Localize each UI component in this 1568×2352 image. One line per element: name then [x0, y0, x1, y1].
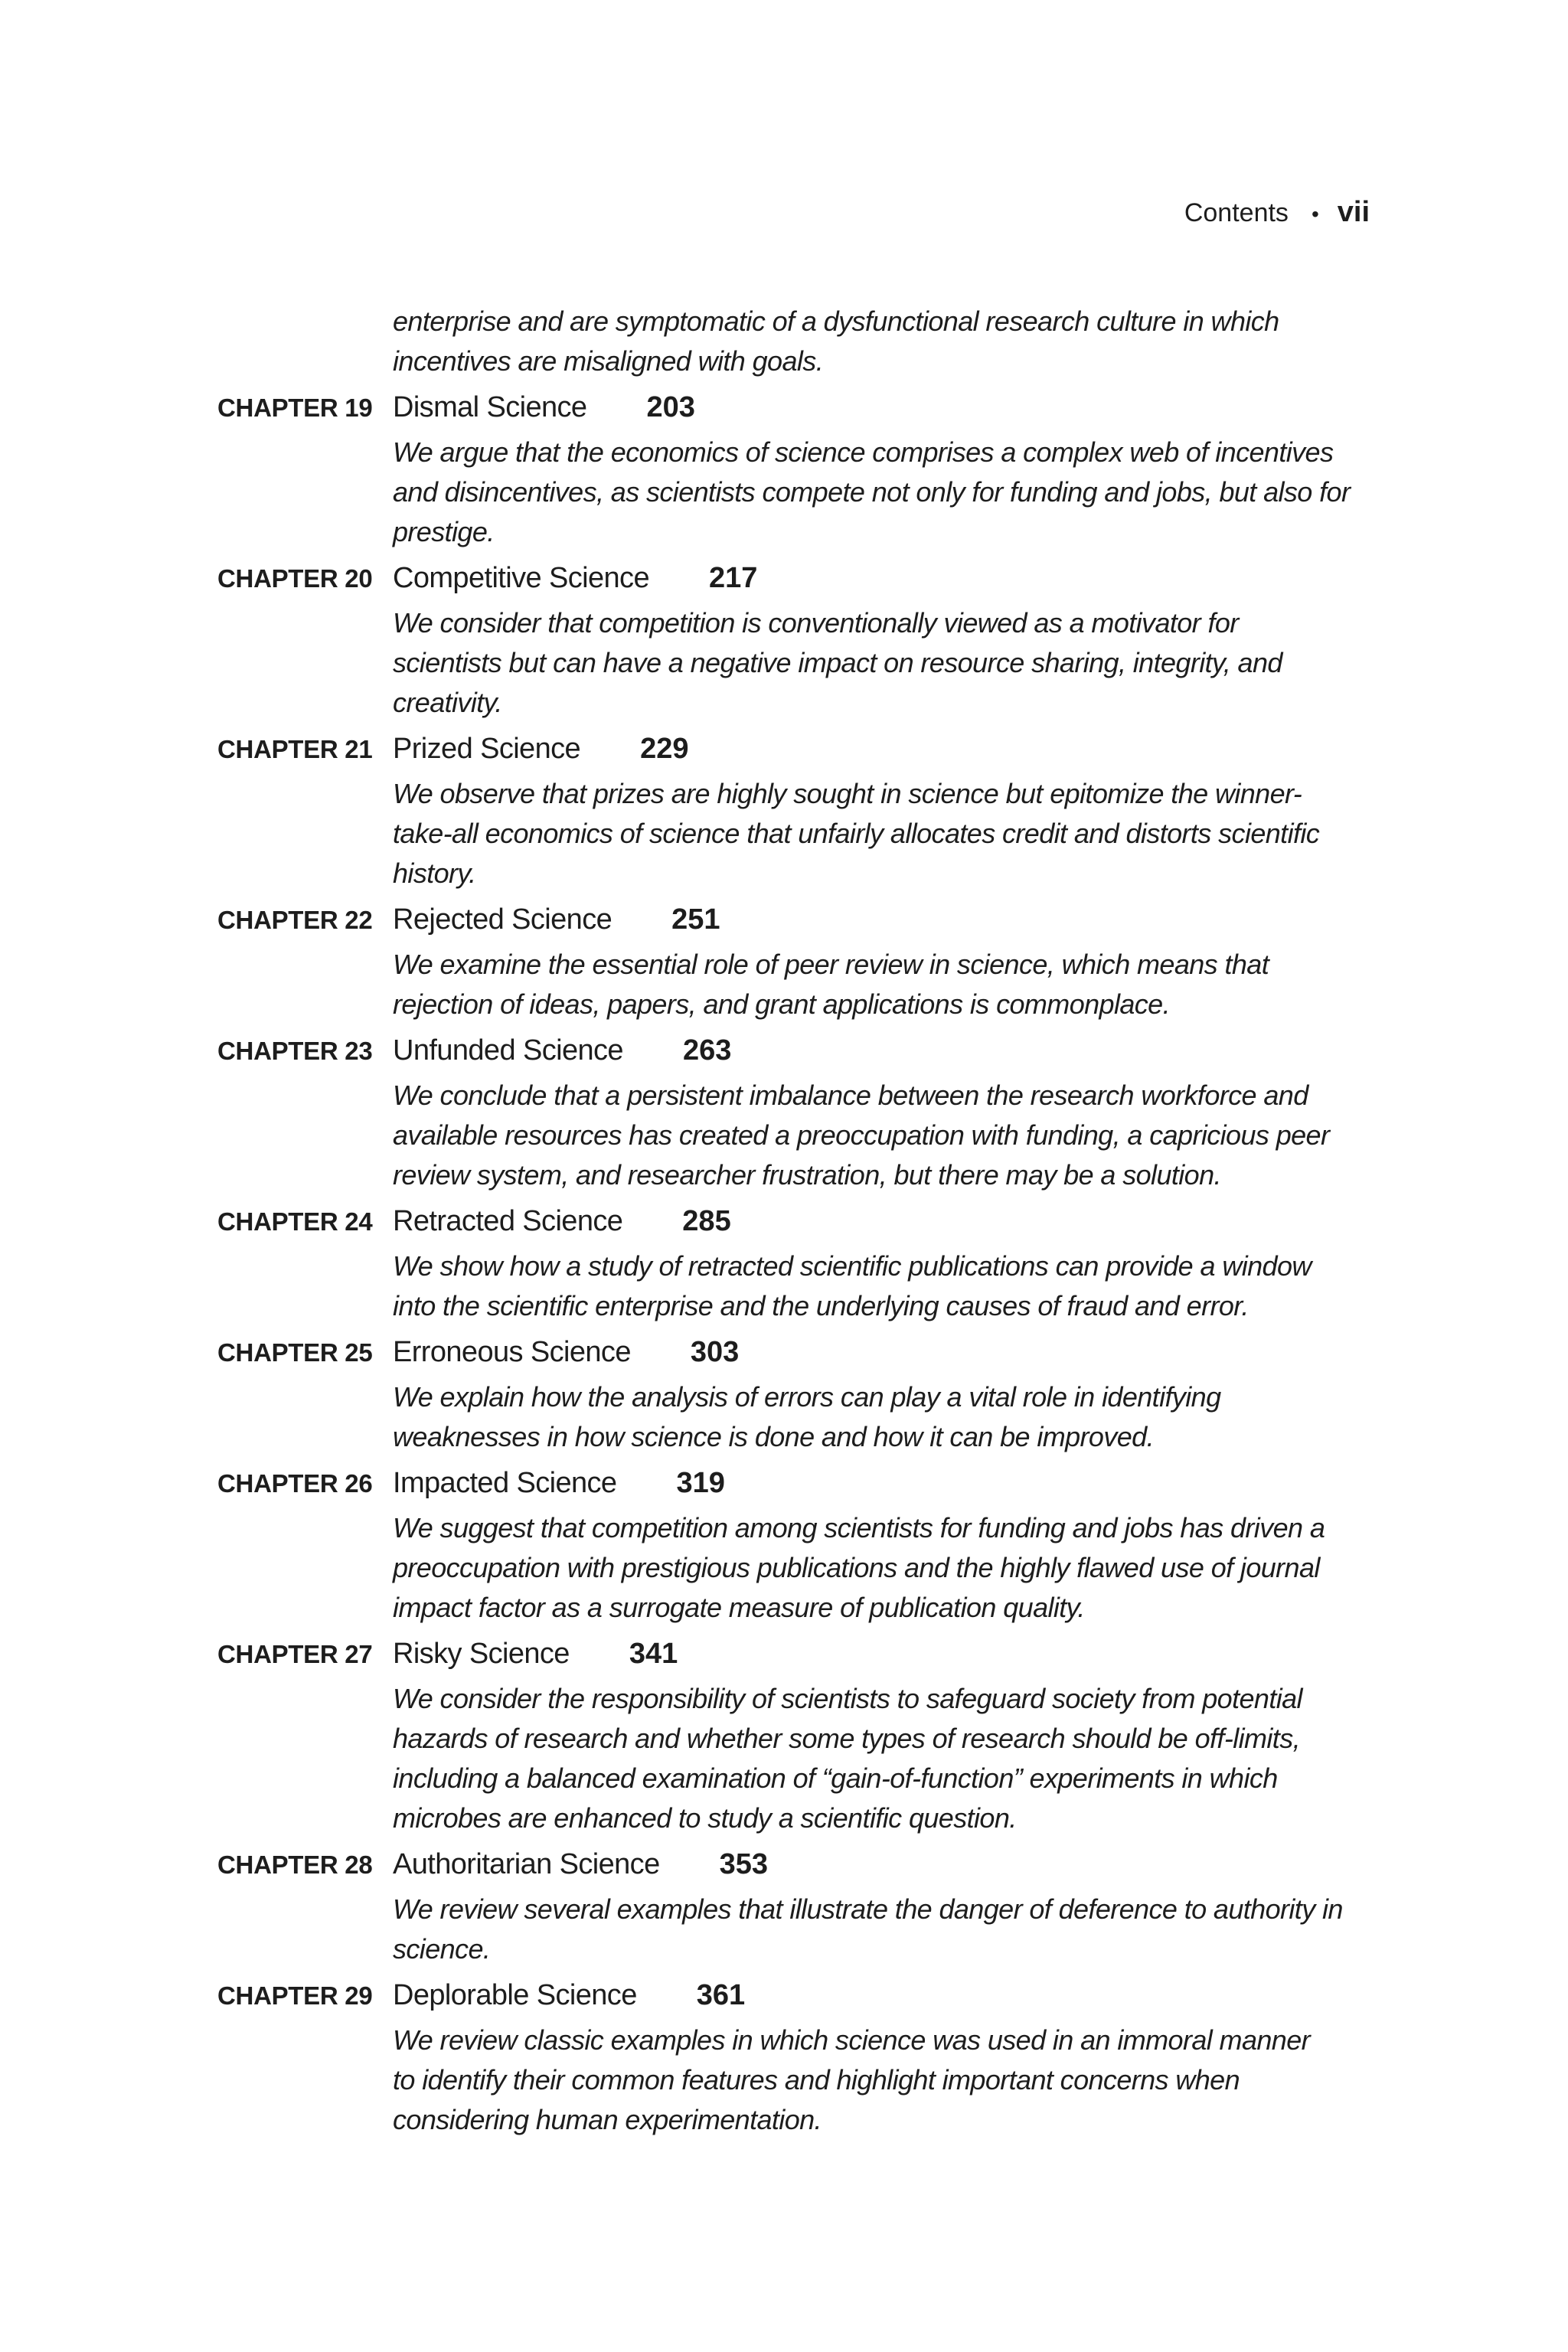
chapter-page-number[interactable]: 341 [629, 1638, 678, 1670]
chapter-description [393, 945, 1381, 1024]
description-line: We examine the essential role of peer review in science, which means that [393, 949, 1269, 980]
chapter-description [393, 2020, 1381, 2140]
chapter-heading [217, 1031, 1381, 1070]
chapter-title[interactable]: Impacted Science [393, 1467, 617, 1499]
description-line: impact factor as a surrogate measure of publication quality. [393, 1592, 1085, 1623]
description-line: We show how a study of retracted scientific publications can provide a window [393, 1250, 1312, 1282]
chapter-entry [217, 387, 1381, 552]
description-line: incentives are misaligned with goals. [393, 345, 824, 377]
chapter-title[interactable]: Dismal Science [393, 391, 587, 423]
description-line: take-all economics of science that unfairly allocates credit and distorts scientific [393, 818, 1320, 849]
chapter-heading [217, 1201, 1381, 1241]
description-line: We consider that competition is conventionally viewed as a motivator for [393, 607, 1239, 639]
chapter-label: CHAPTER 26 [217, 1469, 373, 1498]
chapter-heading [217, 1634, 1381, 1674]
description-line: into the scientific enterprise and the underlying causes of fraud and error. [393, 1290, 1249, 1321]
chapter-page-number[interactable]: 217 [708, 562, 758, 594]
running-head-bullet: • [1311, 202, 1319, 226]
description-line: creativity. [393, 687, 502, 718]
chapter-title[interactable]: Unfunded Science [393, 1034, 623, 1067]
chapter-description [393, 1890, 1381, 1969]
chapter-entry [217, 729, 1381, 893]
chapter-page-number[interactable]: 203 [646, 391, 695, 423]
chapter-label: CHAPTER 27 [217, 1640, 373, 1668]
description-line: including a balanced examination of “gain-of-function” experiments in which [393, 1762, 1278, 1794]
chapter-entry [217, 1975, 1381, 2140]
description-line: considering human experimentation. [393, 2104, 822, 2135]
chapter-title[interactable]: Authoritarian Science [393, 1848, 660, 1880]
chapter-entry [217, 900, 1381, 1024]
chapter-description [393, 1246, 1381, 1326]
chapter-description [393, 1679, 1381, 1838]
chapter-heading [217, 1463, 1381, 1503]
chapter-page-number[interactable]: 303 [690, 1336, 740, 1368]
description-line: science. [393, 1933, 491, 1965]
chapter-page-number[interactable]: 353 [719, 1848, 769, 1880]
chapter-entry [217, 1634, 1381, 1838]
description-line: We suggest that competition among scientists for funding and jobs has driven a [393, 1512, 1325, 1544]
chapter-heading [217, 1975, 1381, 2015]
page-number: vii [1337, 196, 1370, 228]
chapter-description [393, 1508, 1381, 1628]
chapter-title[interactable]: Competitive Science [393, 562, 649, 594]
description-line: We review classic examples in which science was used in an immoral manner [393, 2024, 1311, 2056]
chapter-page-number[interactable]: 285 [682, 1205, 731, 1237]
chapter-title[interactable]: Rejected Science [393, 903, 612, 936]
chapter-label: CHAPTER 23 [217, 1037, 373, 1065]
chapter-description [393, 1377, 1381, 1457]
chapter-page-number[interactable]: 361 [696, 1979, 746, 2011]
chapter-entry [217, 1332, 1381, 1457]
chapter-entry [217, 1463, 1381, 1628]
description-line: We argue that the economics of science comprises a complex web of incentives [393, 436, 1334, 468]
chapter-heading [217, 1844, 1381, 1884]
description-line: history. [393, 858, 476, 889]
chapter-entry [217, 558, 1381, 723]
chapter-heading [217, 900, 1381, 939]
chapter-title[interactable]: Retracted Science [393, 1205, 623, 1237]
description-line: available resources has created a preoccupation with funding, a capricious peer [393, 1119, 1330, 1151]
chapter-title[interactable]: Risky Science [393, 1638, 570, 1670]
chapter-entry [217, 1201, 1381, 1326]
chapter-entry [217, 1031, 1381, 1195]
continued-description [393, 302, 1381, 381]
chapter-heading [217, 729, 1381, 769]
chapter-title[interactable]: Erroneous Science [393, 1336, 631, 1368]
chapter-title[interactable]: Prized Science [393, 733, 581, 765]
chapter-heading [217, 387, 1381, 427]
chapter-page-number[interactable]: 229 [640, 733, 689, 765]
chapter-description [393, 433, 1381, 552]
description-line: prestige. [393, 516, 495, 547]
description-line: to identify their common features and highlight important concerns when [393, 2064, 1240, 2096]
description-line: We review several examples that illustrate the danger of deference to authority in [393, 1893, 1343, 1925]
chapter-entry [217, 1844, 1381, 1969]
chapter-description [393, 603, 1381, 723]
chapter-description [393, 774, 1381, 893]
description-line: preoccupation with prestigious publications and the highly flawed use of journal [393, 1552, 1320, 1583]
table-of-contents [217, 302, 1381, 2140]
description-line: enterprise and are symptomatic of a dysfunctional research culture in which [393, 305, 1279, 337]
chapter-label: CHAPTER 22 [217, 906, 373, 934]
description-line: and disincentives, as scientists compete not only for funding and jobs, but also for [393, 476, 1351, 508]
chapter-description [393, 1076, 1381, 1195]
description-line: review system, and researcher frustration, but there may be a solution. [393, 1159, 1221, 1191]
chapter-page-number[interactable]: 263 [682, 1034, 732, 1067]
chapter-label: CHAPTER 21 [217, 735, 373, 763]
chapter-heading [217, 558, 1381, 598]
description-line: We consider the responsibility of scientists to safeguard society from potential [393, 1683, 1302, 1714]
running-head [1184, 193, 1370, 234]
chapter-label: CHAPTER 20 [217, 564, 373, 593]
description-line: We observe that prizes are highly sought in science but epitomize the winner- [393, 778, 1302, 809]
chapter-page-number[interactable]: 251 [671, 903, 720, 936]
running-head-section: Contents [1184, 198, 1289, 227]
chapter-label: CHAPTER 28 [217, 1851, 373, 1879]
chapter-heading [217, 1332, 1381, 1372]
chapter-label: CHAPTER 19 [217, 394, 373, 422]
chapter-title[interactable]: Deplorable Science [393, 1979, 637, 2011]
chapter-page-number[interactable]: 319 [676, 1467, 725, 1499]
chapter-label: CHAPTER 25 [217, 1338, 373, 1367]
description-line: scientists but can have a negative impact on resource sharing, integrity, and [393, 647, 1282, 678]
description-line: We conclude that a persistent imbalance between the research workforce and [393, 1080, 1308, 1111]
chapter-label: CHAPTER 29 [217, 1981, 373, 2010]
description-line: hazards of research and whether some types of research should be off-limits, [393, 1723, 1301, 1754]
chapter-label: CHAPTER 24 [217, 1207, 373, 1236]
description-line: rejection of ideas, papers, and grant applications is commonplace. [393, 988, 1171, 1020]
description-line: weaknesses in how science is done and how it can be improved. [393, 1421, 1154, 1452]
description-line: microbes are enhanced to study a scientific question. [393, 1802, 1017, 1834]
description-line: We explain how the analysis of errors can play a vital role in identifying [393, 1381, 1221, 1413]
